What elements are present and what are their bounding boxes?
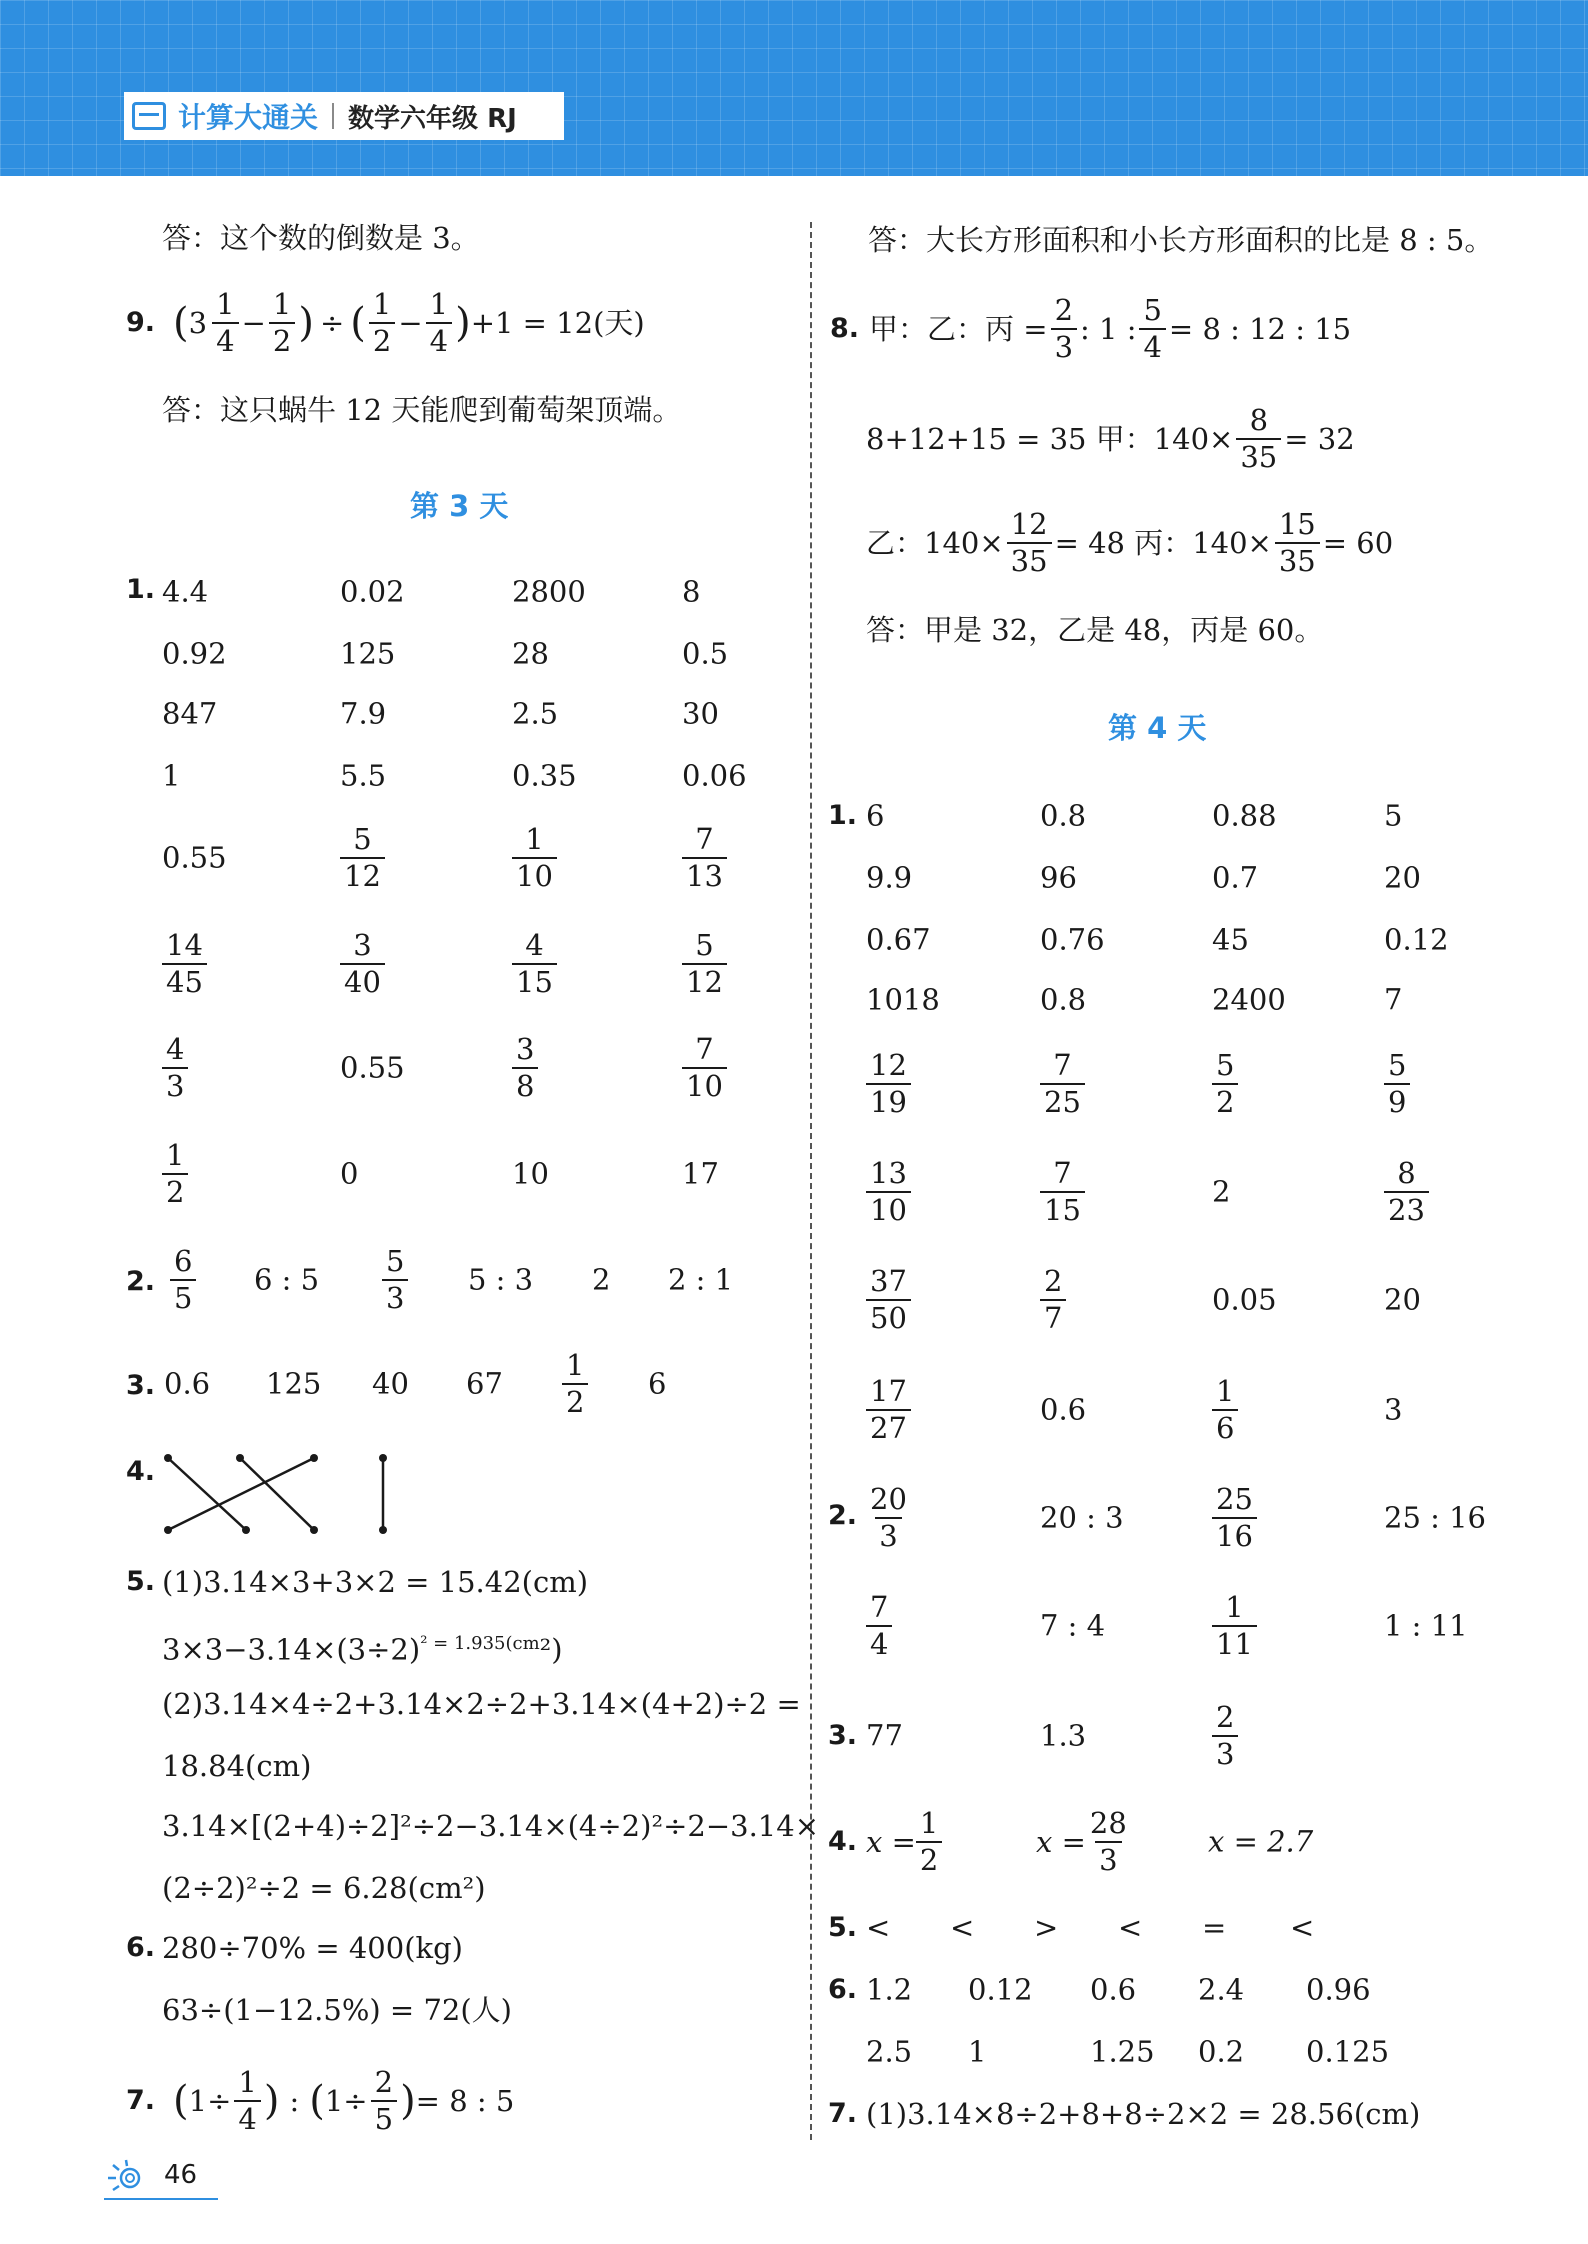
day4-q1-cell: 9.9: [866, 860, 913, 895]
day3-q1-cell: 4.4: [162, 574, 209, 609]
q6-line-1: 280÷70% = 400(kg): [162, 1931, 463, 1965]
title-separator: [332, 103, 334, 129]
day3-q1-cell: 0.55: [340, 1050, 405, 1085]
day4-q1-cell: 0.6: [1040, 1392, 1087, 1427]
day3-q1-cell: $\frac{7}{10}$: [682, 1035, 727, 1101]
day3-q1-cell: $\frac{3}{40}$: [340, 931, 385, 997]
day3-q1-cell: 125: [340, 636, 396, 671]
day4-q1-cell: 96: [1040, 860, 1077, 895]
day3-q5-number: 5.: [126, 1566, 156, 1597]
day4-q1-cell: $\frac{12}{19}$: [866, 1051, 911, 1117]
day4-q1-cell: $\frac{7}{25}$: [1040, 1051, 1085, 1117]
day4-q6-number: 6.: [828, 1974, 858, 2005]
day3-q1-cell: 0.06: [682, 758, 747, 793]
day4-q6-cell: 0.2: [1198, 2034, 1245, 2069]
day4-q5-cell: =: [1202, 1910, 1227, 1945]
day4-q6-cell: 1.2: [866, 1972, 913, 2007]
day3-q2-cell: 5 : 3: [468, 1262, 534, 1297]
day3-q1-cell: 5.5: [340, 758, 387, 793]
section-day-4: 第 4 天: [1108, 711, 1207, 745]
day3-q8-line-2: 8+12+15 = 35 甲：140× $\frac{8}{35}$ = 32: [866, 403, 1355, 474]
q5-line-1: (1)3.14×3+3×2 = 15.42(cm): [162, 1565, 589, 1599]
day4-q1-cell: 1018: [866, 982, 940, 1017]
day3-q1-cell: 0: [340, 1156, 359, 1191]
day4-q1-cell: 20: [1384, 1282, 1421, 1317]
day3-q8-line-3: 乙：140× $\frac{12}{35}$ = 48 丙：140× $\frac{15}{35}$ = 60: [866, 507, 1394, 578]
day4-q6-cell: 2.4: [1198, 1972, 1245, 2007]
day4-q1-cell: $\frac{7}{15}$: [1040, 1159, 1085, 1225]
day4-q1-cell: 0.67: [866, 922, 931, 957]
q5-line-3: (2)3.14×4÷2+3.14×2÷2+3.14×(4+2)÷2 =: [162, 1687, 801, 1721]
day4-q6-cell: 1: [968, 2034, 987, 2069]
day3-q2-cell: 6 : 5: [254, 1262, 320, 1297]
q5-line-6: (2÷2)²÷2 = 6.28(cm²): [162, 1871, 486, 1905]
day3-q2-cell: $\frac{5}{3}$: [382, 1247, 408, 1313]
day3-q1-cell: 1: [162, 758, 181, 793]
q5-line-5: 3.14×[(2+4)÷2]²÷2−3.14×(4÷2)²÷2−3.14×: [162, 1809, 819, 1843]
book-icon: [132, 102, 166, 130]
day4-q3-cell: 77: [866, 1718, 903, 1753]
day3-q1-cell: $\frac{1}{10}$: [512, 825, 557, 891]
day3-q1-cell: 8: [682, 574, 701, 609]
day3-q8-line-1: 8. 甲：乙：丙 = $\frac{2}{3}$ : 1 : $\frac{5}{4}$ = 8 : 12 : 15: [830, 293, 1352, 364]
day3-q2-cell: $\frac{6}{5}$: [170, 1247, 196, 1313]
day4-q1-cell: 0.7: [1212, 860, 1259, 895]
day4-q1-cell: $\frac{17}{27}$: [866, 1377, 911, 1443]
day4-q1-cell: 0.88: [1212, 798, 1277, 833]
day3-q1-cell: $\frac{5}{12}$: [340, 825, 385, 891]
day4-q4-number: 4.: [828, 1826, 858, 1857]
header-banner: [0, 0, 1588, 176]
day3-q3-cell: 6: [648, 1366, 667, 1401]
day4-q2-cell: $\frac{7}{4}$: [866, 1593, 892, 1659]
day4-q1-cell: $\frac{13}{10}$: [866, 1159, 911, 1225]
day4-q1-cell: 45: [1212, 922, 1249, 957]
column-divider: [810, 222, 812, 2140]
day4-q1-cell: $\frac{37}{50}$: [866, 1267, 911, 1333]
day3-q2-cell: 2 : 1: [668, 1262, 734, 1297]
q9-mixed-number: 3 $\frac{1}{4}$: [189, 290, 242, 356]
day3-q1-cell: $\frac{14}{45}$: [162, 931, 207, 997]
day4-q6-cell: 0.125: [1306, 2034, 1390, 2069]
day3-q3-cell: 0.6: [164, 1366, 211, 1401]
day3-q6-number: 6.: [126, 1932, 156, 1963]
day3-q1-cell: $\frac{4}{3}$: [162, 1035, 188, 1101]
day3-q1-cell: 2800: [512, 574, 586, 609]
day4-q6-cell: 0.12: [968, 1972, 1033, 2007]
day4-q2-cell: $\frac{1}{11}$: [1212, 1593, 1257, 1659]
day4-q1-cell: $\frac{1}{6}$: [1212, 1377, 1238, 1443]
day4-q5-cell: <: [950, 1910, 975, 1945]
day4-q1-cell: 5: [1384, 798, 1403, 833]
day4-q1-cell: 7: [1384, 982, 1403, 1017]
day3-q3-cell: 67: [466, 1366, 503, 1401]
day4-q4-cell: x = 2.7: [1208, 1824, 1314, 1859]
day4-q2-cell: 20 : 3: [1040, 1500, 1124, 1535]
day4-q3-cell: 1.3: [1040, 1718, 1087, 1753]
day4-q1-cell: 3: [1384, 1392, 1403, 1427]
day4-q2-cell: $\frac{20}{3}$: [870, 1482, 907, 1553]
answer-8: 答：这个数的倒数是 3。: [162, 221, 480, 255]
day3-q2-cell: 2: [592, 1262, 611, 1297]
q5-line-4: 18.84(cm): [162, 1749, 312, 1783]
day4-q7-number: 7.: [828, 2098, 858, 2129]
day4-q1-cell: 0.8: [1040, 982, 1087, 1017]
day3-q1-cell: $\frac{4}{15}$: [512, 931, 557, 997]
day4-q5-cell: >: [1034, 1910, 1059, 1945]
day3-q4-number: 4.: [126, 1456, 156, 1487]
day4-q4-cell: x = $\frac{28}{3}$: [1036, 1806, 1127, 1877]
day4-q1-cell: 2: [1212, 1174, 1231, 1209]
day4-q6-cell: 1.25: [1090, 2034, 1155, 2069]
day4-q2-number: 2.: [828, 1500, 858, 1531]
answer-7: 答：大长方形面积和小长方形面积的比是 8 : 5。: [868, 223, 1494, 257]
day3-q3-cell: $\frac{1}{2}$: [562, 1351, 588, 1417]
question-9: 9. ( 3 $\frac{1}{4}$ − $\frac{1}{2}$ ) ÷ ( $\frac{1}{2}$ − $\frac{1}{4}$ ) +1 = 12(天): [126, 287, 645, 358]
day4-q6-cell: 0.96: [1306, 1972, 1371, 2007]
day3-q1-cell: 0.55: [162, 840, 227, 875]
day3-q1-cell: $\frac{3}{8}$: [512, 1035, 538, 1101]
q5-line-2: $3\times 3-3.14\times(3\div 2)^{^2 = 1.935(cm}^2$): [162, 1632, 563, 1667]
sun-swirl-icon: [104, 2158, 148, 2194]
day3-q2-number: 2.: [126, 1266, 156, 1297]
day4-q1-cell: $\frac{5}{9}$: [1384, 1051, 1410, 1117]
matching-lines-diagram: [160, 1450, 400, 1540]
day3-q3-cell: 40: [372, 1366, 409, 1401]
day3-q1-cell: 2.5: [512, 696, 559, 731]
day4-q1-cell: 0.76: [1040, 922, 1105, 957]
book-title: 计算大通关: [178, 101, 319, 134]
day3-q1-cell: 10: [512, 1156, 549, 1191]
day4-q1-cell: $\frac{5}{2}$: [1212, 1051, 1238, 1117]
section-day-3: 第 3 天: [410, 489, 509, 523]
day3-q1-cell: 0.5: [682, 636, 729, 671]
day4-q1-cell: $\frac{2}{7}$: [1040, 1267, 1066, 1333]
day4-q5-cell: <: [1290, 1910, 1315, 1945]
day3-q1-cell: 30: [682, 696, 719, 731]
day4-q5-cell: <: [1118, 1910, 1143, 1945]
page-number: 46: [164, 2160, 198, 2190]
day3-q1-cell: 28: [512, 636, 549, 671]
book-subtitle: 数学六年级 RJ: [348, 103, 517, 134]
q7-number: 7.: [126, 2085, 156, 2116]
day4-q2-cell: 7 : 4: [1040, 1608, 1106, 1643]
day3-q3-cell: 125: [266, 1366, 322, 1401]
answer-9: 答：这只蜗牛 12 天能爬到葡萄架顶端。: [162, 393, 682, 427]
day4-q5-number: 5.: [828, 1912, 858, 1943]
day3-q1-cell: $\frac{5}{12}$: [682, 931, 727, 997]
day4-q1-cell: 20: [1384, 860, 1421, 895]
day3-q3-number: 3.: [126, 1370, 156, 1401]
day3-q1-cell: 17: [682, 1156, 719, 1191]
day4-q1-number: 1.: [828, 800, 858, 831]
day3-q1-cell: $\frac{1}{2}$: [162, 1141, 188, 1207]
day3-q1-cell: 847: [162, 696, 218, 731]
day4-q1-cell: 0.8: [1040, 798, 1087, 833]
day3-q1-cell: 7.9: [340, 696, 387, 731]
day3-q1-number: 1.: [126, 574, 156, 605]
day4-q4-cell: x = $\frac{1}{2}$: [866, 1809, 942, 1875]
q8-answer: 答：甲是 32，乙是 48，丙是 60。: [866, 613, 1324, 647]
day4-q2-cell: $\frac{25}{16}$: [1212, 1485, 1257, 1551]
day4-q6-cell: 0.6: [1090, 1972, 1137, 2007]
day3-q1-cell: $\frac{7}{13}$: [682, 825, 727, 891]
day3-q7: 7. ( 1÷ $\frac{1}{4}$ ) : ( 1÷ $\frac{2}{5}$ ) = 8 : 5: [126, 2065, 515, 2136]
day4-q1-cell: 6: [866, 798, 885, 833]
day3-q1-cell: 0.35: [512, 758, 577, 793]
header-label: [124, 92, 564, 140]
day3-q1-cell: 0.92: [162, 636, 227, 671]
day4-q1-cell: 2400: [1212, 982, 1286, 1017]
day4-q1-cell: $\frac{8}{23}$: [1384, 1159, 1429, 1225]
day4-q3-cell: $\frac{2}{3}$: [1212, 1703, 1238, 1769]
q9-number: 9.: [126, 307, 156, 338]
q6-line-2: 63÷(1−12.5%) = 72(人): [162, 1993, 512, 2027]
day4-q1-cell: 0.12: [1384, 922, 1449, 957]
day4-q2-cell: 25 : 16: [1384, 1500, 1487, 1535]
footer-underline: [104, 2198, 218, 2200]
day4-q5-cell: <: [866, 1910, 891, 1945]
day3-q1-cell: 0.02: [340, 574, 405, 609]
day4-q3-number: 3.: [828, 1720, 858, 1751]
day4-q1-cell: 0.05: [1212, 1282, 1277, 1317]
day4-q6-cell: 2.5: [866, 2034, 913, 2069]
day4-q2-cell: 1 : 11: [1384, 1608, 1468, 1643]
q8-number: 8.: [830, 313, 860, 344]
day4-q7-line: (1)3.14×8÷2+8+8÷2×2 = 28.56(cm): [866, 2097, 1421, 2131]
